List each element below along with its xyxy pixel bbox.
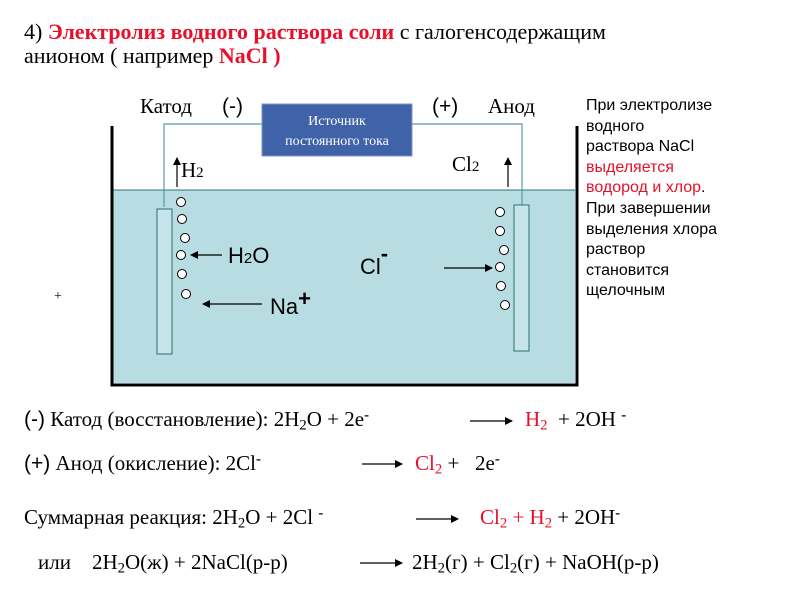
cathode-eq-text: Катод (восстановление): 2H (50, 407, 300, 431)
molecular-lhs-b: O(ж) + 2NaCl(р-р) (124, 550, 288, 574)
anode-equation-products (415, 451, 500, 476)
anode-label: Анод (488, 94, 535, 118)
plus-mark: + (54, 289, 62, 304)
overall-plus1: + (512, 505, 525, 529)
or-word: или (38, 550, 71, 574)
side-line: При электролизе (586, 97, 713, 114)
overall-charge: - (318, 505, 324, 522)
anode-eq-charge: - (256, 451, 261, 468)
molecular-equation (38, 550, 288, 575)
side-line: раствор (586, 241, 646, 259)
cathode-eq-charge: - (364, 407, 369, 424)
cathode-equation (24, 407, 369, 432)
heading-close: ) (273, 43, 281, 68)
side-line: раствора NaCl (586, 138, 695, 156)
overall-p2-sub: 2 (544, 515, 553, 532)
anode-equation (24, 451, 261, 476)
cathode-rest-charge: - (621, 407, 627, 424)
heading-rest1: с галогенсодержащим (399, 19, 606, 44)
anode-eq-text: Анод (окисление): 2Cl (55, 451, 257, 475)
overall-p2 (529, 505, 553, 532)
molecular-rhs-sub2: 2 (509, 560, 518, 577)
molecular-rhs-c: (г) + NaOH(р-р) (517, 550, 659, 574)
side-line-red: водород и хлор (586, 179, 702, 197)
overall-equation-products (480, 505, 620, 530)
side-line-red: выделяется (586, 158, 674, 176)
overall-rest-charge: - (615, 505, 621, 522)
side-line: становится (586, 261, 670, 279)
molecular-lhs-sub: 2 (117, 560, 125, 577)
heading-rest2: анионом ( например (24, 43, 214, 68)
side-dot: . (701, 179, 706, 197)
side-line: выделения хлора (586, 220, 718, 238)
overall-p1 (480, 505, 508, 532)
side-line: При завершении (586, 199, 711, 217)
cl2-label: Cl2 (452, 152, 480, 176)
cathode-product (525, 407, 548, 434)
heading-number: 4) (24, 19, 43, 44)
overall-p1-sub: 2 (499, 515, 508, 532)
molecular-rhs-sub: 2 (437, 560, 446, 577)
anode-product (415, 451, 443, 478)
anode-electrons: 2e (475, 451, 495, 475)
heading-salt: NaCl (218, 43, 268, 68)
anode-product-sub: 2 (434, 461, 443, 478)
side-line: водного (586, 117, 645, 135)
power-source-line2: постоянного тока (285, 134, 389, 149)
overall-rest: + 2OH (557, 505, 616, 529)
anode-product-base: Cl (415, 451, 435, 475)
molecular-rhs-a: 2H (412, 550, 438, 574)
cathode-eq-rest: + 2OH (558, 407, 616, 431)
heading-emphasis: Электролиз водного раствора соли (47, 19, 395, 44)
na-ion-label: Na+ (270, 286, 311, 319)
molecular-lhs-a: 2H (91, 550, 118, 574)
h2-label: H2 (181, 158, 204, 182)
cathode-sign: (-) (222, 95, 243, 118)
overall-label: Суммарная реакция: 2H (24, 505, 238, 529)
cathode-eq-sub: 2 (299, 417, 307, 434)
cathode-product-base: H (525, 407, 541, 431)
cathode-label: Катод (140, 94, 192, 118)
side-line: щелочным (586, 282, 666, 300)
overall-mid: O + 2Cl (245, 505, 314, 529)
power-source-line1: Источник (308, 114, 366, 129)
molecular-equation-products (412, 550, 659, 575)
cathode-eq-text2: O + 2e (306, 407, 365, 431)
overall-p2-base: H (529, 505, 545, 529)
anode-e-charge: - (494, 451, 500, 468)
cathode-equation-products (525, 407, 626, 432)
overall-equation (24, 505, 323, 530)
anode-eq-plus: + (447, 451, 460, 475)
cathode-product-sub: 2 (540, 417, 548, 434)
anode-eq-sign: (+) (24, 452, 51, 475)
h2o-label: H2O (228, 243, 270, 268)
overall-sub1: 2 (237, 515, 246, 532)
cl-ion-label: Cl- (360, 241, 389, 279)
overall-p1-base: Cl (480, 505, 500, 529)
anode-sign: (+) (432, 95, 459, 118)
cathode-eq-sign: (-) (24, 408, 45, 431)
molecular-rhs-b: (г) + Cl (445, 550, 510, 574)
